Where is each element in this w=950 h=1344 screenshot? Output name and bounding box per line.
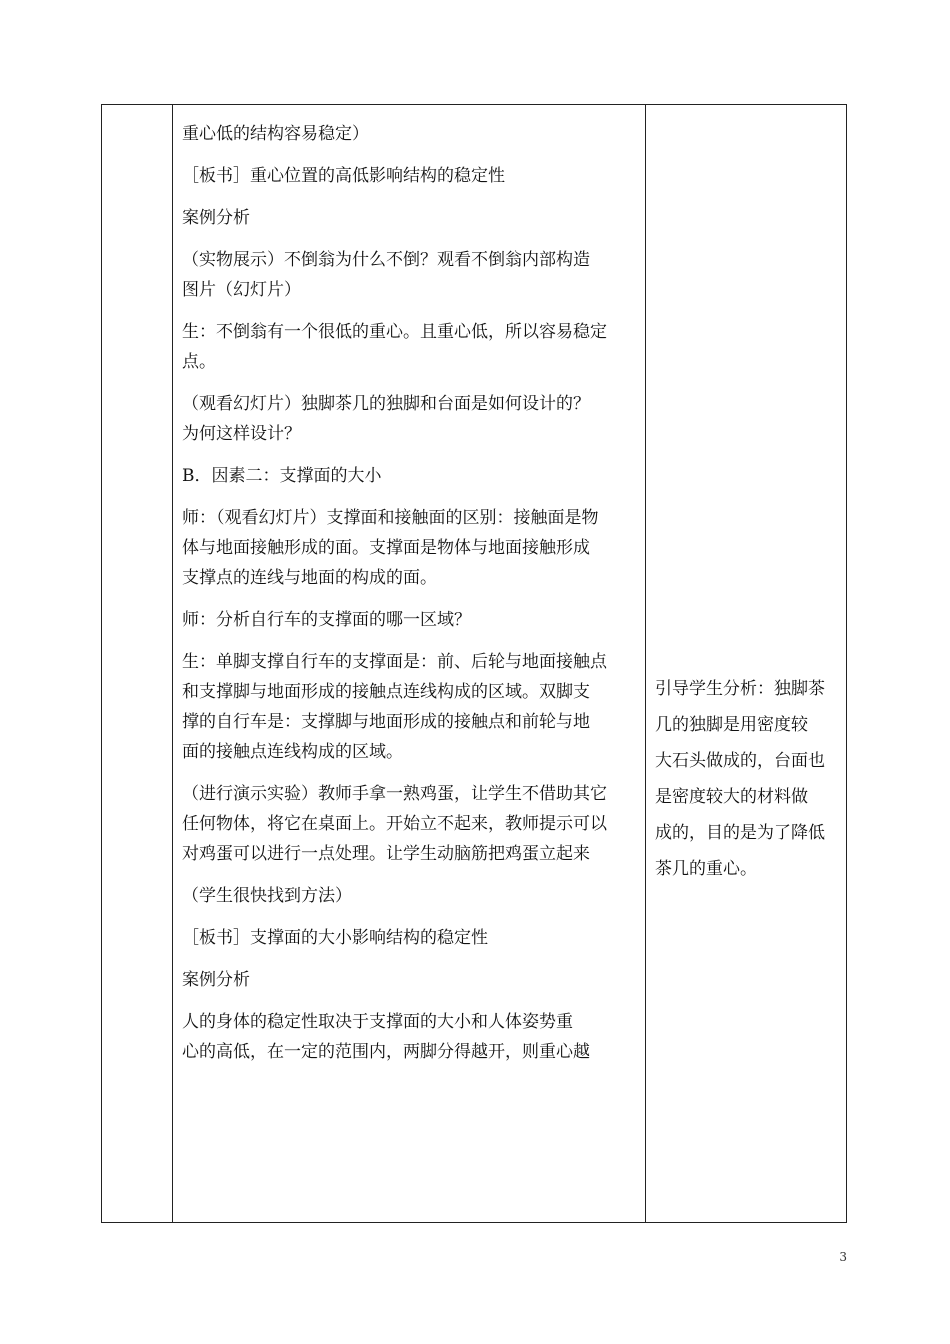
paragraph-line: （进行演示实验）教师手拿一熟鸡蛋，让学生不借助其它	[182, 784, 607, 804]
side-note-line: 是密度较大的材料做	[655, 787, 808, 807]
paragraph-line: 心的高低，在一定的范围内，两脚分得越开，则重心越	[182, 1042, 590, 1062]
paragraph-line: 撑的自行车是：支撑脚与地面形成的接触点和前轮与地	[182, 712, 590, 732]
side-note-line: 几的独脚是用密度较	[655, 715, 808, 735]
paragraph	[182, 647, 638, 767]
paragraph-line: 支撑点的连线与地面的构成的面。	[182, 568, 437, 588]
paragraph	[182, 161, 638, 191]
paragraph-line: 任何物体，将它在桌面上。开始立不起来，教师提示可以	[182, 814, 607, 834]
column-divider-right	[645, 105, 646, 1222]
paragraph	[182, 317, 638, 377]
paragraph-line: 点。	[182, 352, 216, 372]
paragraph-line: 生：不倒翁有一个很低的重心。且重心低，所以容易稳定	[182, 322, 607, 342]
side-note-line: 引导学生分析：独脚茶	[655, 679, 825, 699]
paragraph	[182, 461, 638, 491]
paragraph-line: 师：（观看幻灯片）支撑面和接触面的区别：接触面是物	[182, 508, 599, 528]
paragraph-line: 对鸡蛋可以进行一点处理。让学生动脑筋把鸡蛋立起来	[182, 844, 590, 864]
paragraph-line: ［板书］重心位置的高低影响结构的稳定性	[182, 166, 505, 186]
teaching-process-column	[182, 119, 638, 1079]
paragraph	[182, 203, 638, 233]
paragraph	[182, 881, 638, 911]
paragraph	[182, 119, 638, 149]
paragraph-line: （观看幻灯片）独脚茶几的独脚和台面是如何设计的？	[182, 394, 590, 414]
paragraph-line: 案例分析	[182, 208, 250, 228]
paragraph	[182, 923, 638, 953]
paragraph-line: 面的接触点连线构成的区域。	[182, 742, 403, 762]
paragraph	[182, 605, 638, 635]
paragraph-line: ［板书］支撑面的大小影响结构的稳定性	[182, 928, 488, 948]
side-note-line: 成的，目的是为了降低	[655, 823, 825, 843]
page-number: 3	[839, 1250, 847, 1264]
paragraph-line: 师：分析自行车的支撑面的哪一区域？	[182, 610, 471, 630]
column-divider-left	[172, 105, 173, 1222]
paragraph-line: （实物展示）不倒翁为什么不倒？观看不倒翁内部构造	[182, 250, 590, 270]
paragraph	[182, 1007, 638, 1067]
paragraph	[182, 503, 638, 593]
paragraph-line: 人的身体的稳定性取决于支撑面的大小和人体姿势重	[182, 1012, 573, 1032]
lesson-table	[101, 104, 847, 1223]
paragraph-line: （学生很快找到方法）	[182, 886, 352, 906]
paragraph-line: 图片（幻灯片）	[182, 280, 301, 300]
paragraph	[182, 965, 638, 995]
paragraph-line: 案例分析	[182, 970, 250, 990]
paragraph-line: 重心低的结构容易稳定）	[182, 124, 369, 144]
paragraph-line: 和支撑脚与地面形成的接触点连线构成的区域。双脚支	[182, 682, 590, 702]
paragraph-line: 生：单脚支撑自行车的支撑面是：前、后轮与地面接触点	[182, 652, 607, 672]
paragraph-line: B．因素二：支撑面的大小	[182, 466, 382, 486]
side-note-line: 茶几的重心。	[655, 859, 757, 879]
paragraph	[182, 779, 638, 869]
paragraph-line: 体与地面接触形成的面。支撑面是物体与地面接触形成	[182, 538, 590, 558]
design-intent-column	[655, 671, 841, 887]
side-note-line: 大石头做成的，台面也	[655, 751, 825, 771]
paragraph-line: 为何这样设计？	[182, 424, 301, 444]
paragraph	[182, 389, 638, 449]
paragraph	[182, 245, 638, 305]
